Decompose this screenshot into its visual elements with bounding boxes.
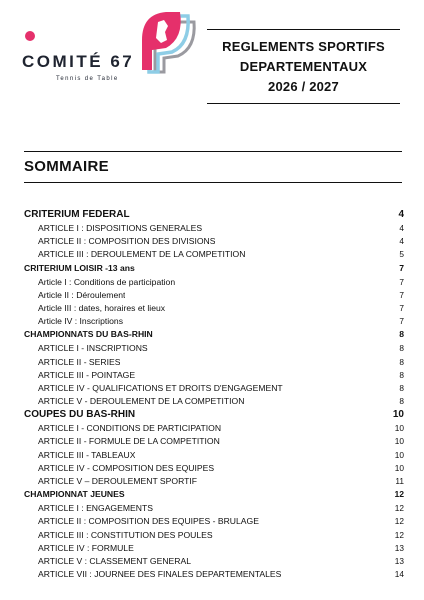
toc-article-title: Article IV : Inscriptions (38, 316, 124, 327)
toc-article-title: ARTICLE III - POINTAGE (38, 369, 136, 380)
toc-article-page: 8 (399, 356, 404, 367)
toc-article-entry[interactable] (24, 423, 404, 436)
comite-logo (18, 10, 203, 100)
toc-article-page: 4 (399, 236, 404, 247)
toc-article-entry[interactable] (24, 236, 404, 249)
brand-subtitle: Tennis de Table (56, 76, 119, 82)
toc-article-entry[interactable] (24, 516, 404, 529)
toc-article-title: ARTICLE V – DEROULEMENT SPORTIF (38, 476, 198, 486)
toc-article-title: ARTICLE I : ENGAGEMENTS (38, 503, 153, 514)
toc-article-title: ARTICLE II : COMPOSITION DES DIVISIONS (38, 236, 216, 247)
document-title-line-1: REGLEMENTS SPORTIFS (222, 38, 385, 54)
toc-article-entry[interactable] (24, 303, 404, 316)
toc-article-page: 5 (399, 249, 404, 260)
document-title-line-3: 2026 / 2027 (268, 78, 339, 94)
toc-article-title: ARTICLE III : DEROULEMENT DE LA COMPETITION (38, 249, 246, 260)
toc-article-entry[interactable] (24, 223, 404, 236)
toc-article-title: ARTICLE III - TABLEAUX (38, 449, 136, 460)
toc-article-entry[interactable] (24, 343, 404, 356)
toc-article-title: ARTICLE IV - QUALIFICATIONS ET DROITS D'ENGAGEMENT (38, 382, 283, 393)
toc-article-title: ARTICLE I - CONDITIONS DE PARTICIPATION (38, 423, 222, 434)
toc-article-page: 4 (399, 223, 404, 233)
toc-article-page: 13 (394, 542, 404, 553)
toc-article-page: 10 (394, 462, 404, 473)
toc-article-title: ARTICLE I - INSCRIPTIONS (38, 343, 148, 354)
toc-article-entry[interactable] (24, 530, 404, 543)
toc-article-title: ARTICLE VII : JOURNEE DES FINALES DEPARTEMENTALES (38, 569, 282, 580)
toc-article-page: 8 (399, 382, 404, 393)
toc-article-page: 10 (394, 436, 404, 447)
toc-article-entry[interactable] (24, 396, 404, 409)
toc-article-title: Article II : Déroulement (38, 289, 126, 300)
toc-article-entry[interactable] (24, 316, 404, 329)
toc-article-page: 7 (399, 316, 404, 327)
toc-article-page: 11 (395, 476, 404, 486)
toc-article-page: 8 (399, 396, 404, 407)
toc-article-page: 12 (394, 516, 404, 527)
toc-section-title: CRITERIUM FEDERAL (24, 209, 130, 220)
toc-article-title: ARTICLE I : DISPOSITIONS GENERALES (38, 223, 203, 233)
toc-article-entry[interactable] (24, 357, 404, 370)
brand-name: COMITÉ 67 (22, 52, 135, 71)
toc-article-entry[interactable] (24, 463, 404, 476)
toc-section-title: CRITERIUM LOISIR -13 ans (24, 262, 135, 273)
toc-article-entry[interactable] (24, 436, 404, 449)
toc-article-entry[interactable] (24, 277, 404, 290)
sommaire-title: SOMMAIRE (24, 158, 109, 175)
toc-article-page: 7 (399, 289, 404, 300)
toc-article-entry[interactable] (24, 370, 404, 383)
toc-article-page: 7 (399, 302, 404, 313)
toc-article-title: ARTICLE II - SERIES (38, 356, 121, 367)
toc-section-page: 8 (399, 329, 404, 340)
toc-article-title: Article I : Conditions de participation (38, 276, 176, 287)
toc-article-page: 10 (394, 449, 404, 460)
toc-article-entry[interactable] (24, 569, 404, 582)
toc-article-page: 8 (399, 343, 404, 354)
toc-section-title: COUPES DU BAS-RHIN (24, 409, 136, 421)
toc-article-entry[interactable] (24, 290, 404, 303)
toc-article-page: 13 (394, 555, 404, 566)
toc-article-entry[interactable] (24, 556, 404, 569)
toc-section-page: 12 (394, 489, 404, 500)
toc-section-page: 7 (399, 262, 404, 273)
toc-article-title: ARTICLE II - FORMULE DE LA COMPETITION (38, 436, 220, 447)
sommaire-top-rule (24, 151, 402, 152)
toc-article-title: ARTICLE IV : FORMULE (38, 542, 134, 553)
toc-article-title: Article III : dates, horaires et lieux (38, 302, 166, 313)
toc-article-page: 8 (399, 369, 404, 380)
toc-section-title: CHAMPIONNAT JEUNES (24, 489, 125, 500)
toc-section-entry[interactable] (24, 409, 404, 423)
toc-article-entry[interactable] (24, 383, 404, 396)
toc-article-title: ARTICLE V : CLASSEMENT GENERAL (38, 555, 191, 566)
toc-article-title: ARTICLE III : CONSTITUTION DES POULES (38, 529, 213, 540)
sommaire-bottom-rule (24, 182, 402, 183)
toc-article-entry[interactable] (24, 450, 404, 463)
toc-article-page: 7 (399, 276, 404, 287)
toc-article-title: ARTICLE II : COMPOSITION DES EQUIPES - BRULAGE (38, 516, 259, 527)
toc-article-page: 12 (394, 503, 404, 514)
logo-dot-icon (25, 31, 35, 41)
toc-section-entry[interactable] (24, 329, 404, 343)
toc-section-entry[interactable] (24, 489, 404, 503)
toc-article-entry[interactable] (24, 249, 404, 262)
toc-article-entry[interactable] (24, 543, 404, 556)
toc-section-page: 10 (392, 409, 404, 421)
toc-article-title: ARTICLE V - DEROULEMENT DE LA COMPETITION (38, 396, 245, 407)
toc-section-entry[interactable] (24, 263, 404, 277)
toc-article-entry[interactable] (24, 476, 404, 489)
toc-section-title: CHAMPIONNATS DU BAS-RHIN (24, 329, 153, 340)
toc-section-page: 4 (398, 209, 404, 220)
document-title-box (207, 29, 400, 104)
toc-article-page: 14 (394, 569, 404, 580)
table-of-contents (24, 209, 404, 582)
document-title-line-2: DEPARTEMENTAUX (239, 58, 368, 74)
toc-article-entry[interactable] (24, 503, 404, 516)
toc-section-entry[interactable] (24, 209, 404, 223)
toc-article-page: 12 (394, 529, 404, 540)
toc-article-title: ARTICLE IV - COMPOSITION DES EQUIPES (38, 462, 215, 473)
toc-article-page: 10 (394, 423, 404, 434)
